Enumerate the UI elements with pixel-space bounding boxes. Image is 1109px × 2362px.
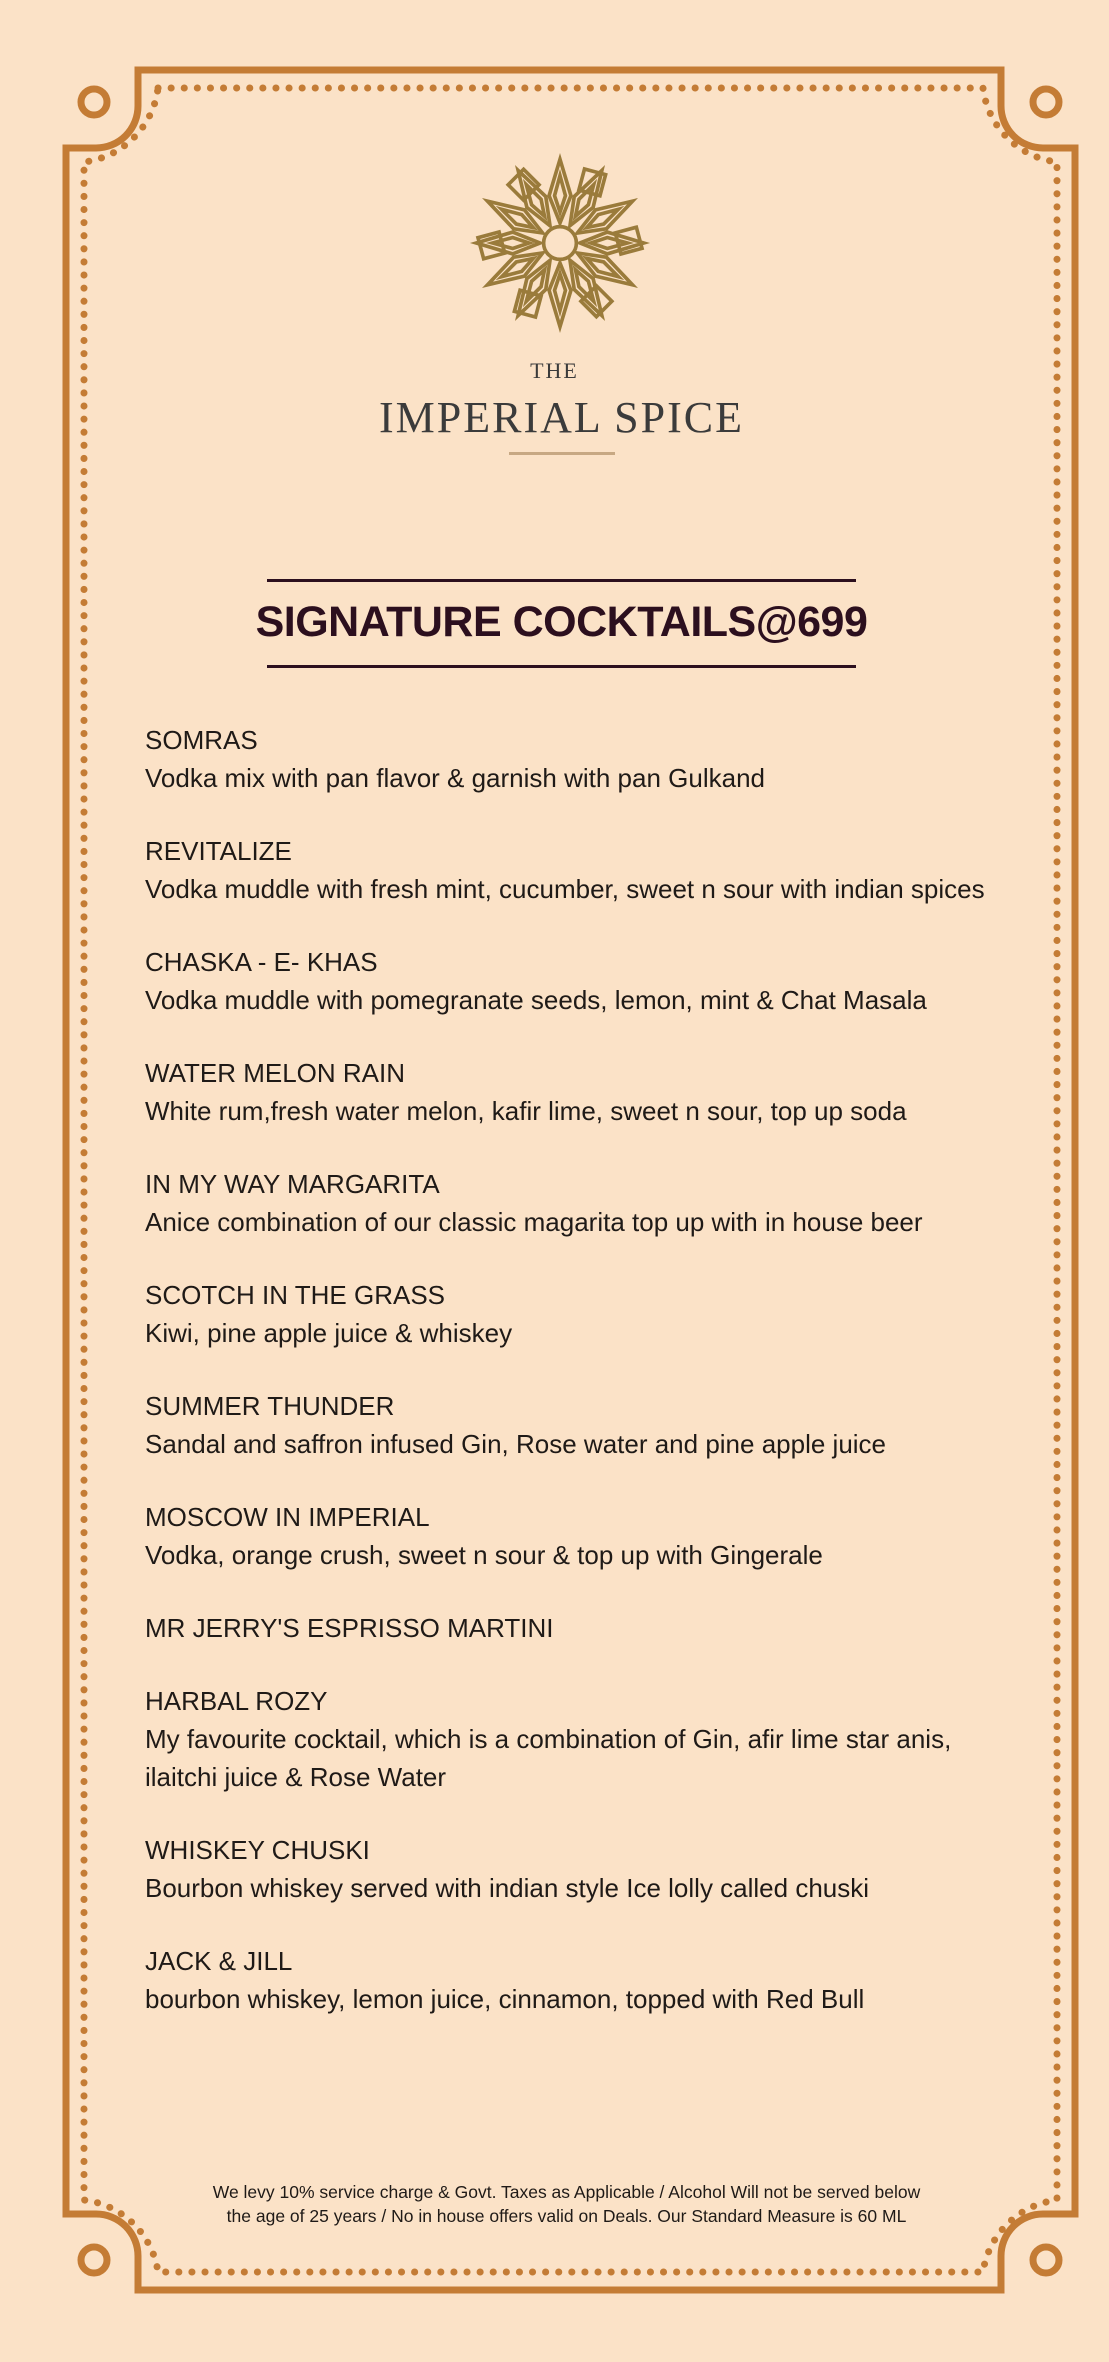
section-title: SIGNATURE COCKTAILS@699 (255, 598, 868, 646)
cocktail-item-water-melon-rain (145, 1055, 1025, 1130)
footer-line: the age of 25 years / No in house offers valid on Deals. Our Standard Measure is 60 ML (226, 2206, 907, 2226)
cocktail-item-whiskey-chuski (145, 1832, 1025, 1907)
cocktail-item-in-my-way-margarita (145, 1166, 1025, 1241)
cocktail-description: Anice combination of our classic magarita top up with in house beer (145, 1207, 923, 1237)
mandala-logo-icon (469, 152, 651, 334)
cocktail-item-harbal-rozy (145, 1683, 1025, 1796)
corner-ring-icon (1033, 2247, 1059, 2273)
cocktail-name: REVITALIZE (145, 836, 292, 866)
footer-line: We levy 10% service charge & Govt. Taxes as Applicable / Alcohol Will not be served below (212, 2182, 921, 2202)
cocktail-description: Vodka mix with pan flavor & garnish with pan Gulkand (145, 763, 766, 793)
cocktail-name: JACK & JILL (145, 1946, 293, 1976)
cocktail-name: SCOTCH IN THE GRASS (145, 1280, 446, 1310)
cocktail-item-moscow-in-imperial (145, 1499, 1025, 1574)
corner-ring-icon (1033, 89, 1059, 115)
cocktail-description: Sandal and saffron infused Gin, Rose water and pine apple juice (145, 1429, 887, 1459)
title-bottom-divider (267, 665, 856, 668)
cocktail-description: Vodka muddle with pomegranate seeds, lemon, mint & Chat Masala (145, 985, 927, 1015)
cocktail-name: CHASKA - E- KHAS (145, 947, 378, 977)
cocktail-description: bourbon whiskey, lemon juice, cinnamon, topped with Red Bull (145, 1984, 865, 2014)
cocktail-item-jack-and-jill (145, 1943, 1025, 2018)
cocktail-item-somras (145, 722, 1025, 797)
cocktail-name: SOMRAS (145, 725, 258, 755)
brand-prefix: THE (530, 358, 579, 383)
cocktail-description: White rum,fresh water melon, kafir lime, sweet n sour, top up soda (145, 1096, 907, 1126)
cocktail-item-chaska-e-khas (145, 944, 1025, 1019)
cocktail-description: Vodka muddle with fresh mint, cucumber, sweet n sour with indian spices (145, 874, 985, 904)
cocktail-description: Bourbon whiskey served with indian style Ice lolly called chuski (145, 1873, 870, 1903)
cocktail-name: MR JERRY'S ESPRISSO MARTINI (145, 1613, 554, 1643)
cocktail-item-mr-jerrys-espresso-martini (145, 1610, 1025, 1647)
cocktail-item-scotch-in-the-grass (145, 1277, 1025, 1352)
footer-disclaimer (160, 2180, 973, 2228)
title-top-divider (267, 579, 856, 582)
cocktail-name: WHISKEY CHUSKI (145, 1835, 370, 1865)
corner-ring-icon (81, 89, 107, 115)
cocktail-name: SUMMER THUNDER (145, 1391, 395, 1421)
brand-underline-divider (509, 452, 615, 455)
cocktail-description: Vodka, orange crush, sweet n sour & top up with Gingerale (145, 1540, 823, 1570)
cocktail-item-summer-thunder (145, 1388, 1025, 1463)
cocktail-name: IN MY WAY MARGARITA (145, 1169, 440, 1199)
cocktail-description: Kiwi, pine apple juice & whiskey (145, 1318, 513, 1348)
cocktail-item-revitalize (145, 833, 1025, 908)
cocktail-name: HARBAL ROZY (145, 1686, 328, 1716)
cocktail-description: My favourite cocktail, which is a combination of Gin, afir lime star anis, ilaitchi juice & Rose Water (145, 1724, 952, 1792)
cocktail-name: MOSCOW IN IMPERIAL (145, 1502, 430, 1532)
cocktail-list (145, 722, 1025, 2054)
cocktail-name: WATER MELON RAIN (145, 1058, 406, 1088)
corner-ring-icon (81, 2247, 107, 2273)
brand-name: IMPERIAL SPICE (379, 393, 744, 442)
